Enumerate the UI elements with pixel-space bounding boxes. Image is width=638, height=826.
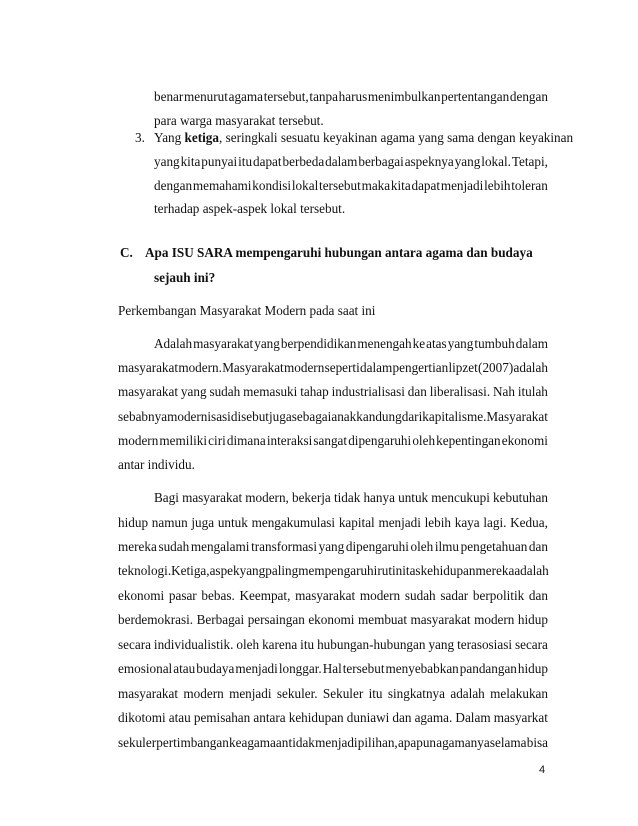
word: kehidupan [420, 563, 476, 578]
word: masyarakat [182, 490, 243, 505]
word: berpolitik [472, 588, 525, 603]
word: ekonomi [118, 588, 165, 603]
word: dapat [253, 154, 282, 169]
para2-line-10 [118, 710, 548, 726]
word: secara [514, 637, 548, 652]
word: Masyarakat [222, 360, 284, 375]
word: transformasi [251, 539, 317, 554]
word: masyarakat [118, 686, 179, 701]
item3-line-3 [154, 178, 548, 194]
word: tahap [300, 384, 329, 399]
word: hidup [517, 612, 548, 627]
word: maka [361, 178, 391, 193]
word: dipengaruhi [348, 433, 412, 448]
section-heading-line-1: Apa ISU SARA mempengaruhi hubungan antara agama dan budaya [145, 245, 533, 260]
word: modern [183, 686, 224, 701]
word: berbagai [358, 154, 404, 169]
word: lokal. [481, 154, 511, 169]
word: modern [118, 433, 159, 448]
intro-line-2: para warga masyarakat tersebut. [154, 113, 324, 128]
list-number-3: 3. [135, 130, 145, 145]
word: tersebut, [263, 89, 309, 104]
word: mereka [475, 563, 515, 578]
section-letter: C. [120, 245, 133, 260]
word: budaya [196, 661, 235, 676]
word: sekuler [118, 735, 157, 750]
word: apapun [397, 735, 437, 750]
item3-line-2 [154, 154, 548, 170]
word: Ketiga, [171, 563, 210, 578]
word: itu [300, 637, 315, 652]
word: dalam [325, 154, 358, 169]
word: berbeda [282, 154, 325, 169]
word: terasosiasi [457, 637, 512, 652]
para1-line-2 [118, 360, 548, 376]
word: sudah [404, 588, 436, 603]
word: industrialisasi [331, 384, 405, 399]
section-heading-line-2: sejauh ini? [154, 270, 216, 285]
word: masyarkat [493, 710, 548, 725]
word: juga [269, 409, 292, 424]
word: untuk [217, 515, 248, 530]
para1-line-5 [118, 433, 548, 449]
word: (2007) [478, 360, 514, 375]
word: dan [528, 539, 548, 554]
word: antara [253, 710, 286, 725]
word: anak [331, 409, 357, 424]
word: dan [528, 588, 548, 603]
para2-line-9 [118, 686, 548, 702]
word: dalam [515, 336, 548, 351]
word: memasuki [243, 384, 298, 399]
word: harus [338, 89, 368, 104]
item3-bold: ketiga [184, 130, 219, 145]
word: mencukupi [431, 490, 490, 505]
para1-line-1 [154, 336, 548, 352]
word: longgar. [278, 661, 322, 676]
word: menjadi [440, 178, 484, 193]
word: lebih [424, 515, 452, 530]
word: persaingan [247, 612, 305, 627]
word: yang [239, 563, 266, 578]
word: kebutuhan [493, 490, 548, 505]
word: hanya [363, 490, 395, 505]
word: dipengaruhi [345, 539, 409, 554]
word: juga [191, 515, 215, 530]
word: pertentangan [441, 89, 510, 104]
word: membuat [357, 612, 408, 627]
word: masyarakat [118, 360, 179, 375]
word: yang [318, 539, 345, 554]
word: kondisi [252, 178, 292, 193]
word: pilihan, [357, 735, 398, 750]
word: lagi. [483, 515, 507, 530]
word: atau [173, 661, 196, 676]
para1-line-3 [118, 384, 548, 400]
word: ke [412, 336, 426, 351]
word: masyarakat [295, 588, 356, 603]
word: oleh [412, 433, 436, 448]
word: agamanya [436, 735, 490, 750]
word: yang [428, 637, 455, 652]
word: sebagai [291, 409, 332, 424]
word: lipzet [448, 360, 478, 375]
word: hidup [118, 515, 149, 530]
para2-line-5 [118, 588, 548, 604]
word: memiliki [159, 433, 208, 448]
word: pemisahan [193, 710, 251, 725]
word: pertimbangan [156, 735, 229, 750]
word: mengalami [190, 539, 250, 554]
word: sudah [209, 384, 241, 399]
word: selama [489, 735, 527, 750]
word: oleh [410, 539, 434, 554]
word: pasar [168, 588, 197, 603]
word: interaksi [266, 433, 313, 448]
word: pengertian [392, 360, 449, 375]
word: Tetapi, [511, 154, 548, 169]
word: kehidupan [288, 710, 344, 725]
word: bekerja [291, 490, 331, 505]
word: individualistik. [153, 637, 234, 652]
word: yang [154, 154, 180, 169]
word: menjadi [315, 735, 358, 750]
para1-line-4 [118, 409, 548, 425]
word: ekonomi [308, 612, 355, 627]
word: hidup [517, 661, 548, 676]
word: masyarakat [193, 336, 254, 351]
para2-line-1 [154, 490, 548, 506]
word: modern, [245, 490, 289, 505]
word: dapat [411, 178, 441, 193]
word: namun [151, 515, 188, 530]
word: sadar [440, 588, 469, 603]
word: masyarakat [410, 612, 471, 627]
word: yang [254, 336, 280, 351]
word: tersebut [342, 661, 385, 676]
word: sudah [158, 539, 190, 554]
word: duniawi [346, 710, 390, 725]
word: liberalisasi. [429, 384, 491, 399]
word: emosional [118, 661, 173, 676]
word: kepentingan [436, 433, 501, 448]
word: Dalam [455, 710, 491, 725]
para2-line-6 [118, 612, 548, 628]
word: menjadi [229, 686, 272, 701]
word: aspek [209, 563, 240, 578]
word: modern [284, 360, 325, 375]
word: dikotomi [118, 710, 166, 725]
word: agama. [414, 710, 453, 725]
word: dengan [509, 89, 548, 104]
word: tanpa [309, 89, 338, 104]
para2-line-11 [118, 735, 548, 751]
word: menjadi [378, 515, 421, 530]
word: ekonomi [501, 433, 548, 448]
item3-line-4: terhadap aspek-aspek lokal tersebut. [154, 201, 346, 216]
word: seperti [324, 360, 360, 375]
word: dimana [226, 433, 266, 448]
word: ciri [208, 433, 226, 448]
word: menjadi [235, 661, 278, 676]
word: kapitalisme. [422, 409, 487, 424]
word: Hal [322, 661, 342, 676]
word: Sekuler [322, 686, 364, 701]
word: Berbagai [196, 612, 245, 627]
word: bebas. [201, 588, 235, 603]
word: atau [168, 710, 191, 725]
word: menengah [357, 336, 412, 351]
word: itu [368, 686, 383, 701]
word: paling [265, 563, 299, 578]
word: melakukan [490, 686, 548, 701]
word: adalah [514, 563, 549, 578]
page-number: 4 [539, 764, 546, 776]
word: benar [154, 89, 184, 104]
word: tidak [333, 490, 361, 505]
word: kita [180, 154, 201, 169]
word: teknologi. [118, 563, 172, 578]
word: kita [390, 178, 411, 193]
word: keagamaan [229, 735, 289, 750]
para2-line-3 [118, 539, 548, 555]
word: oleh [236, 637, 260, 652]
word: tumbuh [474, 336, 515, 351]
word: dan [407, 384, 427, 399]
word: secara [118, 637, 151, 652]
word: adalah [450, 686, 485, 701]
word: untuk [398, 490, 429, 505]
word: disebut [230, 409, 269, 424]
word: tidak [288, 735, 315, 750]
word: adalah [513, 360, 548, 375]
word: kandung [356, 409, 402, 424]
word: bisa [526, 735, 548, 750]
word: modern [359, 588, 401, 603]
item3-lead: Yang [154, 130, 182, 145]
word: dan [392, 710, 412, 725]
intro-line-1 [154, 89, 548, 105]
word: modernisasi [167, 409, 231, 424]
word: berpendidikan [280, 336, 357, 351]
word: lokal [291, 178, 319, 193]
word: masyarakat [118, 384, 179, 399]
word: modern. [178, 360, 222, 375]
word: Kedua, [510, 515, 548, 530]
word: karena [262, 637, 298, 652]
word: menyebabkan [385, 661, 459, 676]
word: menurut [183, 89, 228, 104]
para1-line-6: antar individu. [118, 457, 195, 472]
word: toleran [511, 178, 548, 193]
word: mereka [118, 539, 157, 554]
word: menimbulkan [367, 89, 441, 104]
word: sebabnya [118, 409, 168, 424]
word: hubungan-hubungan [317, 637, 426, 652]
word: yang [454, 154, 481, 169]
subheading: Perkembangan Masyarakat Modern pada saat ini [118, 303, 376, 318]
word: mempengaruhi [298, 563, 378, 578]
word: punyai [201, 154, 238, 169]
para2-line-2 [118, 515, 548, 531]
word: Nah [493, 384, 515, 399]
word: pengetahuan [460, 539, 528, 554]
word: yang [180, 384, 207, 399]
word: Keempat, [239, 588, 291, 603]
item3-rest: , seringkali sesuatu keyakinan agama yang sama dengan keyakinan [218, 130, 574, 145]
word: mengakumulasi [251, 515, 336, 530]
word: modern [474, 612, 515, 627]
word: berdemokrasi. [118, 612, 194, 627]
word: lebih [484, 178, 511, 193]
word: dengan [154, 178, 193, 193]
word: Masyarakat [486, 409, 548, 424]
para2-line-7 [118, 637, 548, 653]
item3-line-1 [154, 130, 574, 146]
word: pandangan [459, 661, 517, 676]
word: yang [447, 336, 474, 351]
word: dalam [360, 360, 393, 375]
word: agama [228, 89, 264, 104]
word: itulah [517, 384, 548, 399]
word: rutinitas [377, 563, 421, 578]
word: sangat [313, 433, 348, 448]
word: Bagi [154, 490, 179, 505]
word: tersebut [319, 178, 361, 193]
word: kapital [338, 515, 375, 530]
word: singkatnya [387, 686, 445, 701]
word: memahami [192, 178, 252, 193]
word: ilmu [434, 539, 460, 554]
para2-line-4 [118, 563, 548, 579]
word: kaya [454, 515, 480, 530]
word: dari [401, 409, 423, 424]
word: aspeknya [404, 154, 454, 169]
word: atas [426, 336, 447, 351]
word: sekuler. [276, 686, 318, 701]
word: Adalah [154, 336, 193, 351]
word: itu [238, 154, 253, 169]
para2-line-8 [118, 661, 548, 677]
